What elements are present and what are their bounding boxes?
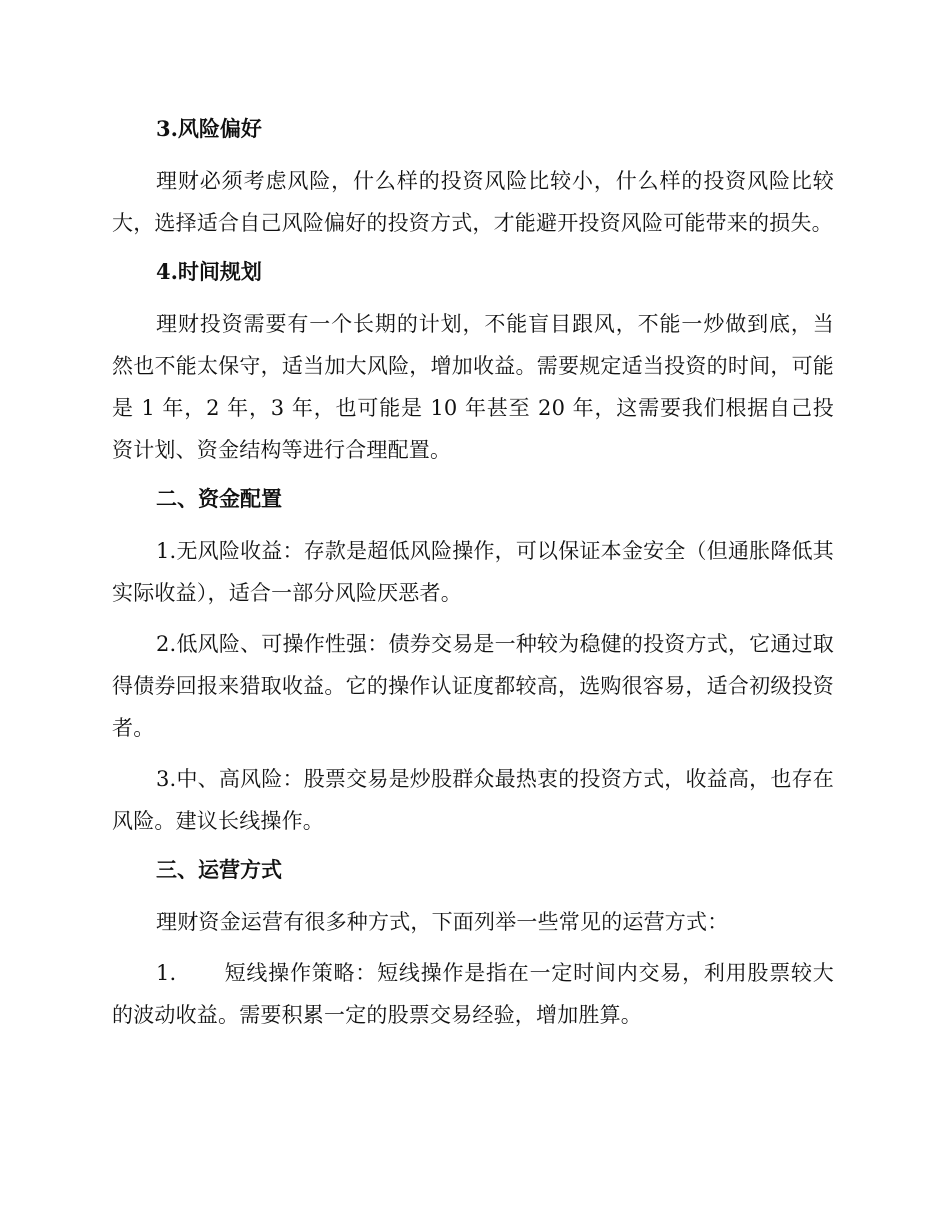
paragraph-risk-preference: 理财必须考虑风险，什么样的投资风险比较小，什么样的投资风险比较大，选择适合自己风险偏好的投资方式，才能避开投资风险可能带来的损失。 [112,169,834,235]
paragraph-riskless-return: 1.无风险收益：存款是超低风险操作，可以保证本金安全（但通胀降低其实际收益），适合一部分风险厌恶者。 [112,539,834,605]
list-item-short-term-strategy [112,952,834,1036]
section-heading-operation-methods: 三、运营方式 [156,857,282,882]
section-heading-fund-allocation: 二、资金配置 [156,486,282,511]
list-item-text: 短线操作策略：短线操作是指在一定时间内交易，利用股票较大的波动收益。需要积累一定的股票交易经验，增加胜算。 [112,961,834,1027]
paragraph-medium-high-risk: 3.中、高风险：股票交易是炒股群众最热衷的投资方式，收益高，也存在风险。建议长线操作。 [112,767,834,833]
paragraph-operation-intro: 理财资金运营有很多种方式，下面列举一些常见的运营方式： [156,910,729,934]
paragraph-time-planning: 理财投资需要有一个长期的计划，不能盲目跟风，不能一炒做到底，当然也不能太保守，适当加大风险，增加收益。需要规定适当投资的时间，可能是 1 年，2 年，3 年，也可能是 10 年甚至 20 年，这需要我们根据自己投资计划、资金结构等进行合理配置。 [112,312,834,462]
list-item-number: 1. [156,961,177,985]
paragraph-low-risk: 2.低风险、可操作性强：债券交易是一种较为稳健的投资方式，它通过取得债券回报来猎取收益。它的操作认证度都较高，选购很容易，适合初级投资者。 [112,632,834,740]
section-heading-risk-preference: 3.风险偏好 [156,116,262,141]
section-heading-time-planning: 4.时间规划 [156,259,262,284]
document-body [112,110,834,1036]
